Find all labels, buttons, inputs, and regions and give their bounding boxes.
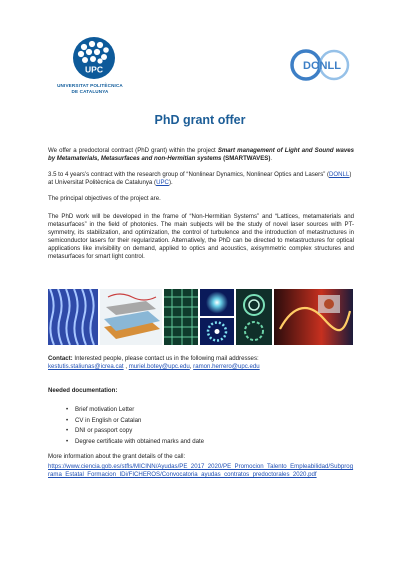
email-link-botey[interactable]: muriel.botey@upc.edu — [128, 363, 190, 371]
contract-text-end: ). — [168, 179, 173, 187]
research-figures-strip — [48, 289, 353, 345]
project-acronym: (SMARTWAVES) — [223, 155, 271, 163]
needed-docs-heading: Needed documentation: — [48, 387, 118, 394]
email-separator: , — [189, 363, 194, 371]
donll-link[interactable]: DONLL — [329, 171, 350, 178]
figure-wave-pattern — [48, 289, 98, 345]
donll-logo-text: DONLL — [303, 60, 341, 72]
figure-radial-beam-top — [200, 289, 234, 316]
grant-details-link[interactable]: https://www.ciencia.gob.es/stfls/MICINN/Ayudas/PE_2017_2020/PE_Promocion_Talento_Empleabilidad/Subprograma_Estatal_Formacion_IDi/FICHEROS/Convocatoria_ayudas_contratos_predoctorales_2020.pdf — [48, 463, 354, 479]
page-title: PhD grant offer — [154, 113, 246, 127]
list-item: • DNI or passport copy — [66, 426, 204, 437]
upc-name-line1: UNIVERSITAT POLITÈCNICA — [57, 83, 123, 88]
upc-name-line2: DE CATALUNYA — [71, 89, 109, 94]
email-link-staliunas[interactable]: kestutis.staliunas@icrea.cat — [48, 363, 124, 371]
figure-ring-pattern — [236, 289, 272, 345]
contract-paragraph — [48, 171, 354, 187]
upc-abbr: UPC — [85, 64, 103, 75]
needed-docs-list — [66, 405, 204, 447]
figure-laser-cavity — [274, 289, 353, 345]
project-title: Smart management of Light and Sound waves by Metamaterials, Metasurfaces and non-Hermitian systems — [48, 147, 354, 163]
donll-logo — [288, 48, 356, 82]
list-item: • Degree certificate with obtained marks and date — [66, 437, 204, 448]
list-item: • Brief motivation Letter — [66, 405, 204, 416]
contact-text: Interested people, please contact us in the following mail addresses: — [72, 355, 259, 362]
upc-logo — [44, 36, 136, 98]
email-separator: , — [123, 363, 129, 371]
contact-paragraph — [48, 355, 354, 371]
objectives-intro: The principal objectives of the project are. — [48, 195, 161, 202]
contract-text-middle: ) at Universitat Politècnica de Catalunya ( — [48, 171, 352, 187]
figure-radial-beam-bottom — [200, 318, 234, 345]
upc-link[interactable]: UPC — [156, 179, 169, 187]
intro-end: . — [270, 155, 273, 163]
more-info-text: More information about the grant details of the call: — [48, 453, 186, 460]
intro-text: We offer a predoctoral contract (PhD grant) within the project — [48, 147, 218, 154]
description-paragraph: The PhD work will be developed in the frame of “Non-Hermitian Systems” and “Lattices, metamaterials and metasurfaces” in the field of photonics. The main subjects will be the study of novel laser sources with PT-symmetry, its stabilization, and optimization, the control of turbulence and the introduction of metastructures in semiconductor lasers for their regularization. Alternatively, the PhD can be directed to metastructures for optical applications like invisibility on demand, applied to optics and acoustics, axisymmetric complex structures and metasurfaces for smart light control. — [48, 213, 354, 261]
contact-label: Contact: — [48, 355, 73, 362]
upc-emblem-icon — [72, 36, 116, 80]
intro-paragraph — [48, 147, 354, 163]
list-item: • CV in English or Catalan — [66, 416, 204, 427]
email-link-herrero[interactable]: ramon.herrero@upc.edu — [193, 363, 260, 371]
figure-metamaterial-layers — [100, 289, 162, 345]
contract-text: 3.5 to 4 years’s contract with the research group of “Nonlinear Dynamics, Nonlinear Optics and Lasers” ( — [48, 171, 330, 178]
figure-green-grid — [164, 289, 198, 345]
